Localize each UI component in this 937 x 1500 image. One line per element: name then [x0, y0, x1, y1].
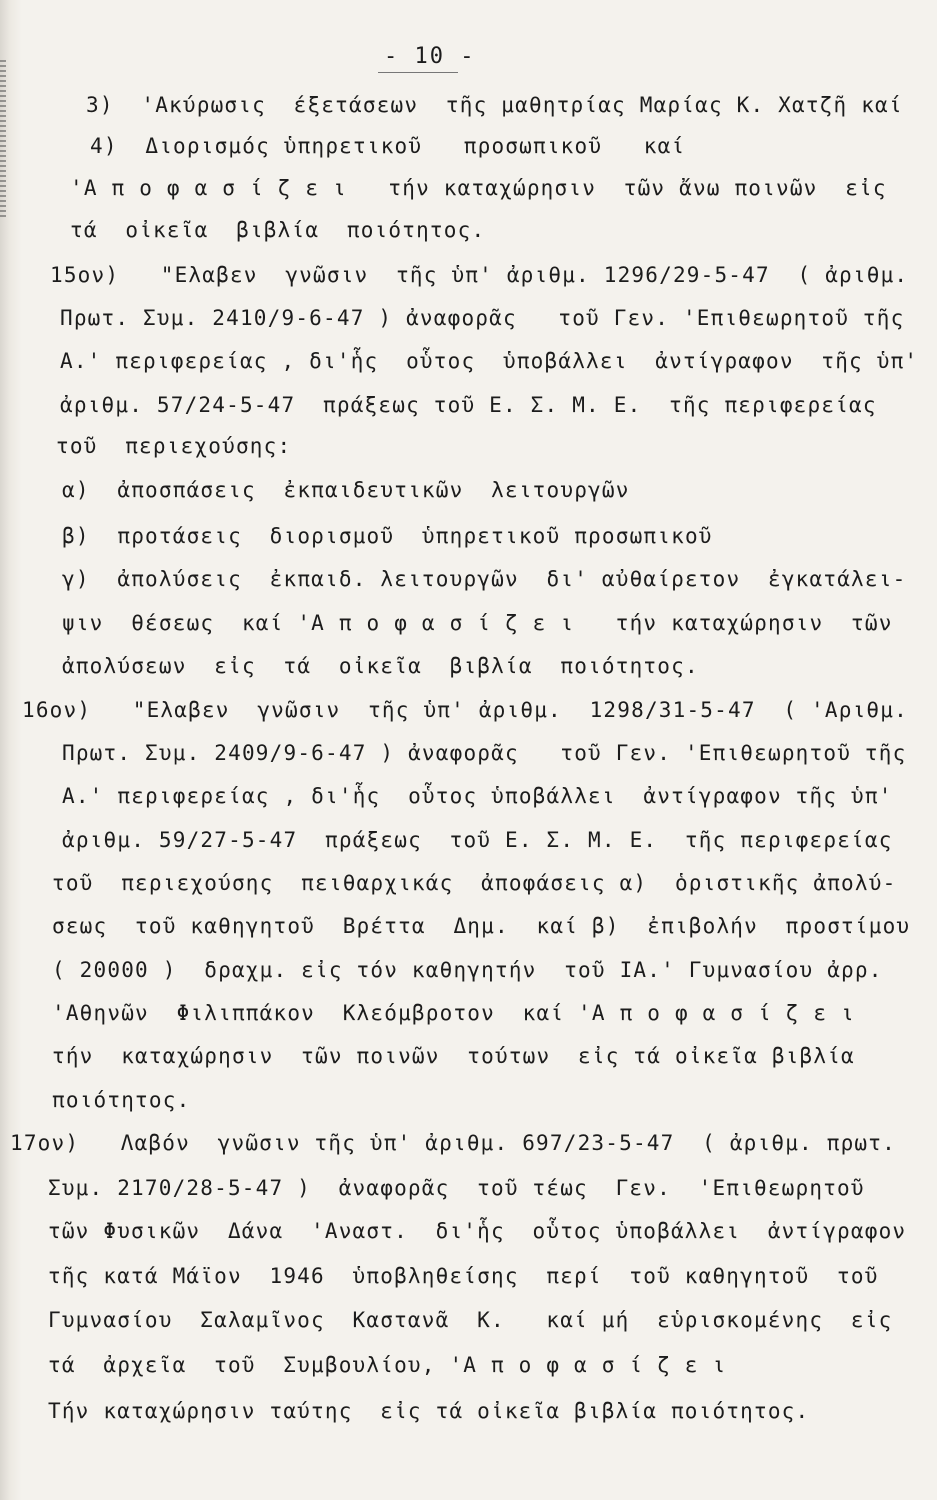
text-line: Τήν καταχώρησιν ταύτης εἰς τά οἰκεῖα βιβλία ποιότητος. [48, 1399, 810, 1423]
text-line: τά οἰκεῖα βιβλία ποιότητος. [70, 218, 486, 242]
text-line: β) προτάσεις διορισμοῦ ὑπηρετικοῦ προσωπικοῦ [62, 524, 713, 548]
text-line: ψιν θέσεως καί 'Α π ο φ α σ ί ζ ε ι τήν καταχώρησιν τῶν [62, 611, 893, 635]
binding-edge [0, 60, 6, 220]
text-line: 'Α π ο φ α σ ί ζ ε ι τήν καταχώρησιν τῶν ἄνω ποινῶν εἰς [70, 176, 887, 200]
text-line: Α.' περιφερείας , δι'ἧς οὗτος ὑποβάλλει ἀντίγραφον τῆς ὑπ' [62, 784, 893, 808]
text-line: 17ον) Λαβόν γνῶσιν τῆς ὑπ' ἀριθμ. 697/23-5-47 ( ἀριθμ. πρωτ. [10, 1131, 896, 1155]
text-line: Πρωτ. Συμ. 2409/9-6-47 ) ἀναφορᾶς τοῦ Γεν. 'Επιθεωρητοῦ τῆς [62, 741, 907, 765]
text-line: 3) 'Ακύρωσις έξετάσεων τῆς μαθητρίας Μαρίας Κ. Χατζῆ καί [86, 93, 903, 117]
text-line: ποιότητος. [52, 1088, 191, 1112]
text-line: ἀπολύσεων εἰς τά οἰκεῖα βιβλία ποιότητος. [62, 654, 699, 678]
text-line: ( 20000 ) δραχμ. εἰς τόν καθηγητήν τοῦ ΙΑ.' Γυμνασίου ἀρρ. [52, 958, 883, 982]
text-line: γ) ἀπολύσεις ἐκπαιδ. λειτουργῶν δι' αὐθαίρετον ἐγκατάλει- [62, 567, 907, 591]
text-line: τῆς κατά Μάϊον 1946 ὑποβληθείσης περί τοῦ καθηγητοῦ τοῦ [48, 1264, 879, 1288]
page-number-rule [378, 72, 458, 73]
text-line: Γυμνασίου Σαλαμῖνος Καστανᾶ Κ. καί μή εὑρισκομένης εἰς [48, 1308, 893, 1332]
text-line: 'Αθηνῶν Φιλιππάκον Κλεόμβροτον καί 'Α π ο φ α σ ί ζ ε ι [52, 1001, 855, 1025]
text-line: τήν καταχώρησιν τῶν ποινῶν τούτων εἰς τά οἰκεῖα βιβλία [52, 1044, 855, 1068]
page-number: - 10 - [384, 44, 476, 69]
text-line: σεως τοῦ καθηγητοῦ Βρέττα Δημ. καί β) ἐπιβολήν προστίμου [52, 914, 911, 938]
text-line: 4) Διορισμός ὑπηρετικοῦ προσωπικοῦ καί [90, 134, 686, 158]
text-line: Συμ. 2170/28-5-47 ) ἀναφορᾶς τοῦ τέως Γεν. 'Επιθεωρητοῦ [48, 1176, 865, 1200]
text-line: τοῦ περιεχούσης: [56, 434, 292, 458]
text-line: Πρωτ. Συμ. 2410/9-6-47 ) ἀναφορᾶς τοῦ Γεν. 'Επιθεωρητοῦ τῆς [60, 306, 905, 330]
text-line: τοῦ περιεχούσης πειθαρχικάς ἀποφάσεις α) ὁριστικῆς ἀπολύ- [52, 871, 897, 895]
text-line: Α.' περιφερείας , δι'ἧς οὗτος ὑποβάλλει ἀντίγραφον τῆς ὑπ' [60, 349, 919, 373]
text-line: α) ἀποσπάσεις ἐκπαιδευτικῶν λειτουργῶν [62, 478, 630, 502]
text-line: ἀριθμ. 59/27-5-47 πράξεως τοῦ Ε. Σ. Μ. Ε. τῆς περιφερείας [62, 828, 893, 852]
text-line: τῶν Φυσικῶν Δάνα 'Αναστ. δι'ἧς οὗτος ὑποβάλλει ἀντίγραφον [48, 1219, 907, 1243]
text-line: 16ον) "Ελαβεν γνῶσιν τῆς ὑπ' ἀριθμ. 1298/31-5-47 ( 'Αριθμ. [22, 698, 908, 722]
text-line: ἀριθμ. 57/24-5-47 πράξεως τοῦ Ε. Σ. Μ. Ε. τῆς περιφερείας [60, 393, 877, 417]
text-line: τά ἀρχεῖα τοῦ Συμβουλίου, 'Α π ο φ α σ ί ζ ε ι [48, 1353, 727, 1377]
text-line: 15ον) "Ελαβεν γνῶσιν τῆς ὑπ' ἀριθμ. 1296/29-5-47 ( ἀριθμ. [50, 263, 909, 287]
